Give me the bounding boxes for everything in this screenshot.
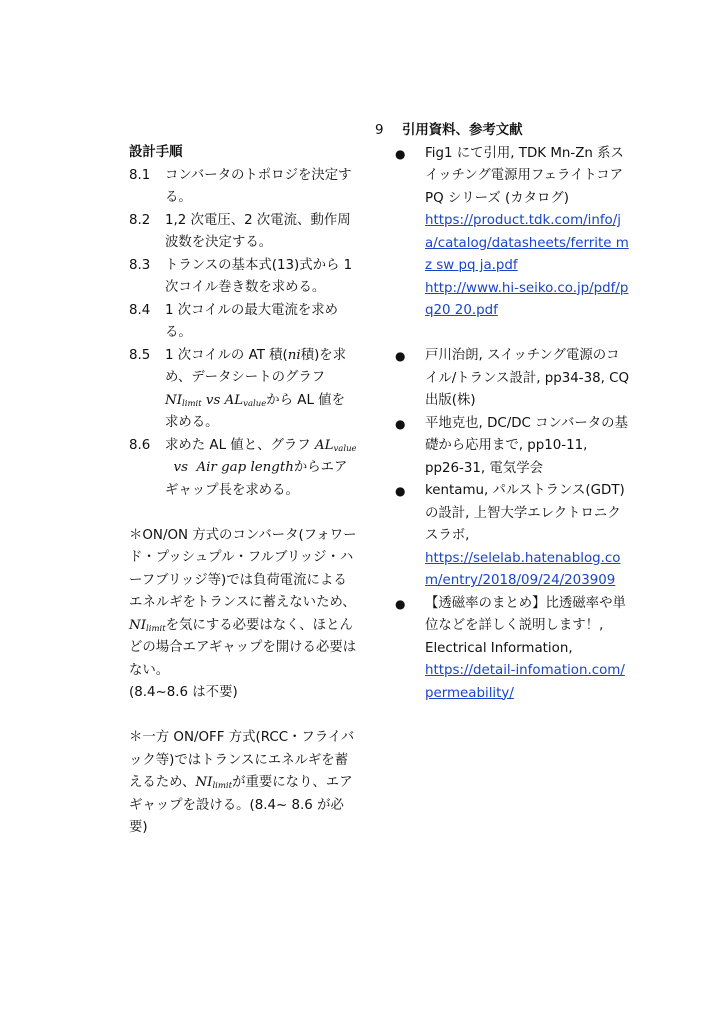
note-on-on-sub: (8.4~8.6 は不要) [129, 685, 238, 700]
step-text: 1 次コイルの最大電流を求める。 [165, 302, 339, 340]
step-number: 8.3 [129, 257, 151, 273]
reference-item [375, 345, 630, 413]
bullet-icon: ● [395, 596, 406, 611]
reference-text: kentamu, パルストランス(GDT)の設計, 上智大学エレクトロニクスラボ, [425, 483, 625, 543]
ni-limit-math: $NI_{limit}$ [129, 617, 166, 634]
reference-link[interactable]: https://selelab.hatenablog.com/entry/2018/09/24/203909 [425, 550, 621, 588]
step-8-5 [129, 345, 357, 435]
reference-item [375, 143, 630, 323]
reference-text: 戸川治朗, スイッチング電源のコイル/トランス設計, pp34-38, CQ 出版(株) [425, 348, 630, 408]
step-text-pre: 1 次コイルの AT 積( [165, 347, 288, 363]
ni-limit-math: $NI_{limit}$ vs $AL_{value}$ [165, 392, 267, 409]
step-text: 1,2 次電圧、2 次電流、動作周波数を決定する。 [165, 212, 351, 250]
al-vs-airgap-math: $AL_{value}$ vs Air gap length [165, 437, 357, 475]
right-column [375, 120, 630, 705]
step-text-mid: 積)を求め、データシートのグラフ [165, 347, 347, 385]
step-8-2 [129, 210, 357, 255]
reference-link[interactable]: https://detail-infomation.com/permeability/ [425, 663, 625, 701]
reference-text: 【透磁率のまとめ】比透磁率や単位などを詳しく説明します！, Electrical Information, [425, 595, 626, 656]
ni-limit-math: $NI_{limit}$ [195, 775, 233, 791]
step-text-pre: 求めた AL 値と、グラフ [165, 437, 311, 453]
reference-text: Fig1 にて引用, TDK Mn-Zn 系スイッチング電源用フェライトコア PQ シリーズ (カタログ) [425, 145, 624, 206]
step-text: コンバータのトポロジを決定する。 [165, 167, 352, 205]
step-number: 8.5 [129, 347, 151, 363]
bullet-icon: ● [395, 416, 406, 431]
bullet-icon: ● [395, 349, 406, 363]
step-text-post: から AL 値を求める。 [165, 392, 345, 430]
step-number: 8.6 [129, 437, 151, 453]
step-number: 8.1 [129, 167, 151, 183]
step-text: トランスの基本式(13)式から 1 次コイル巻き数を求める。 [165, 257, 353, 295]
step-number: 8.2 [129, 212, 151, 228]
reference-item [375, 480, 630, 593]
reference-item [375, 593, 630, 706]
step-8-1 [129, 165, 357, 210]
reference-link[interactable]: http://www.hi-seiko.co.jp/pdf/pq20 20.pdf [425, 280, 629, 318]
ni-math: ni [287, 347, 301, 363]
step-text-post: からエアギャップ長を求める。 [165, 460, 348, 498]
note-on-off: ＊一方 ON/OFF 方式(RCC・フライバック等)ではトランスにエネルギを蓄えるため、$NI_{limit}$が重要になり、エアギャップを設ける。(8.4~ 8.6 が必要) [129, 730, 355, 835]
reference-item [375, 413, 630, 481]
step-8-6 [129, 435, 357, 503]
reference-link[interactable]: https://product.tdk.com/info/ja/catalog/datasheets/ferrite mz sw pq ja.pdf [425, 213, 629, 273]
section-title: 引用資料、参考文献 [402, 123, 523, 138]
left-column [129, 142, 357, 840]
bullet-icon: ● [395, 146, 406, 161]
step-number: 8.4 [129, 302, 151, 318]
reference-text: 平地克也, DC/DC コンバータの基礎から応用まで, pp10-11, pp26-31, 電気学会 [425, 415, 628, 476]
step-8-4 [129, 300, 357, 345]
design-procedure-heading: 設計手順 [129, 145, 183, 160]
note-on-on: ＊ON/ON 方式のコンバータ(フォワード・プッシュプル・フルブリッジ・ハーフブリッジ等)では負荷電流によるエネルギをトランスに蓄えないため、$NI_{limit}$を気にする必要はなく、ほとんどの場合エアギャップを開ける必要はない。 [129, 527, 357, 678]
step-8-3 [129, 255, 357, 300]
references-heading [375, 120, 630, 143]
section-number: 9 [375, 123, 384, 138]
bullet-icon: ● [395, 484, 406, 498]
